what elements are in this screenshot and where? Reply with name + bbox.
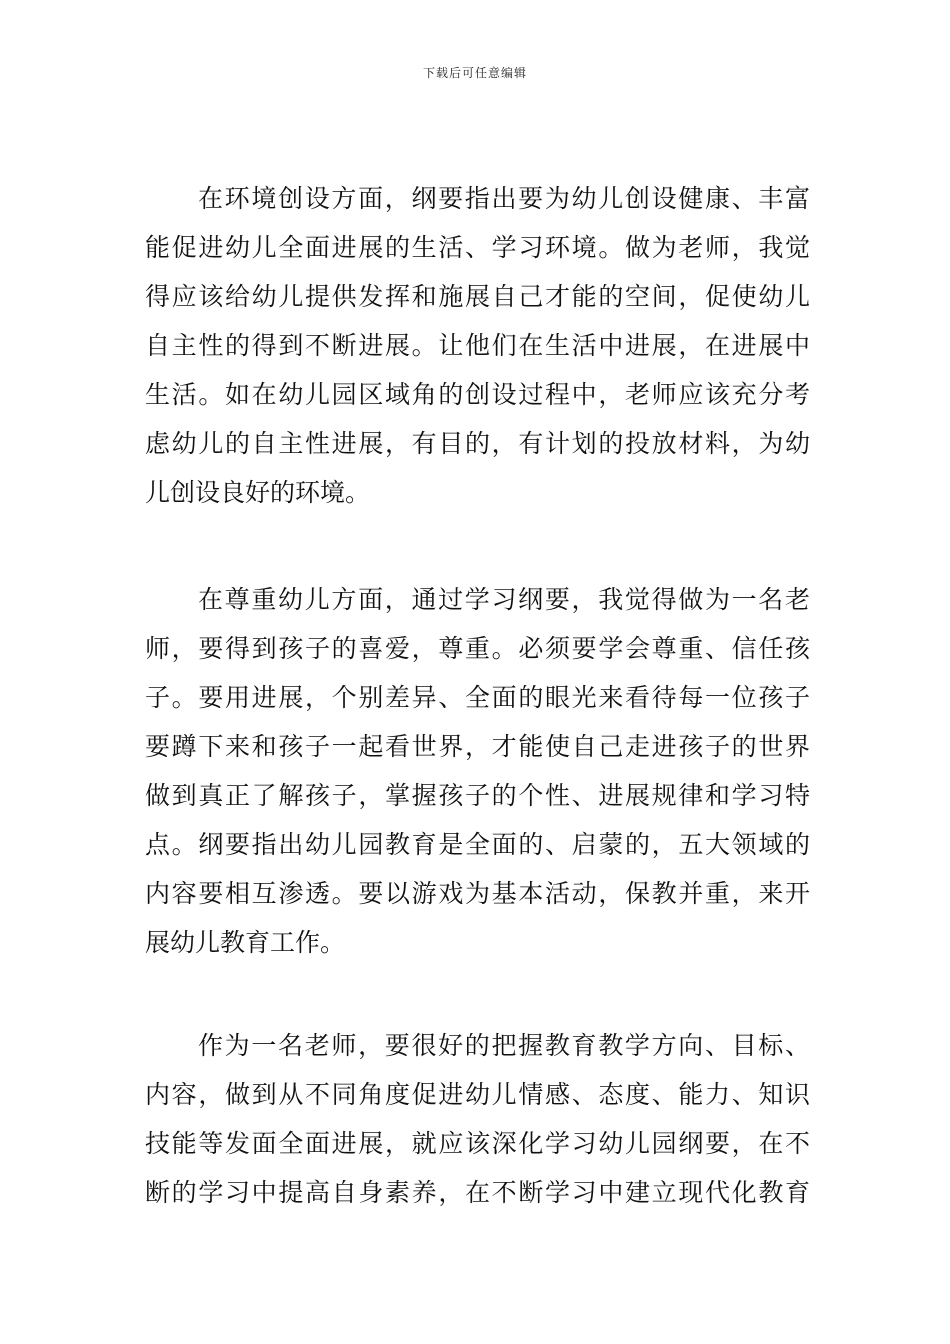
text-line: 断的学习中提高自身素养，在不断学习中建立现代化教育 xyxy=(145,1178,810,1207)
text-line: 做到真正了解孩子，掌握孩子的个性、进展规律和学习特 xyxy=(145,781,810,810)
text-line: 师，要得到孩子的喜爱，尊重。必须要学会尊重、信任孩 xyxy=(145,634,810,663)
text-line: 在环境创设方面，纲要指出要为幼儿创设健康、丰富 xyxy=(198,184,810,213)
text-line: 要蹲下来和孩子一起看世界，才能使自己走进孩子的世界 xyxy=(145,732,810,761)
text-line: 子。要用进展，个别差异、全面的眼光来看待每一位孩子 xyxy=(145,683,810,712)
text-line: 展幼儿教育工作。 xyxy=(145,928,346,957)
text-line: 内容要相互渗透。要以游戏为基本活动，保教并重，来开 xyxy=(145,879,810,908)
paragraph-teacher xyxy=(145,1021,810,1217)
paragraph-environment xyxy=(145,174,810,517)
text-line: 自主性的得到不断进展。让他们在生活中进展，在进展中 xyxy=(145,331,810,360)
page-header: 下载后可任意编辑 xyxy=(422,66,527,80)
text-line: 点。纲要指出幼儿园教育是全面的、启蒙的，五大领域的 xyxy=(145,830,810,859)
text-line: 作为一名老师，要很好的把握教育教学方向、目标、 xyxy=(198,1031,810,1060)
text-line: 虑幼儿的自主性进展，有目的，有计划的投放材料，为幼 xyxy=(145,429,810,458)
text-line: 生活。如在幼儿园区域角的创设过程中，老师应该充分考 xyxy=(145,380,810,409)
paragraph-respect xyxy=(145,575,810,967)
text-line: 得应该给幼儿提供发挥和施展自己才能的空间，促使幼儿 xyxy=(145,282,810,311)
text-line: 在尊重幼儿方面，通过学习纲要，我觉得做为一名老 xyxy=(198,585,810,614)
text-line: 能促进幼儿全面进展的生活、学习环境。做为老师，我觉 xyxy=(145,233,810,262)
text-line: 内容，做到从不同角度促进幼儿情感、态度、能力、知识 xyxy=(145,1080,810,1109)
text-line: 儿创设良好的环境。 xyxy=(145,478,371,507)
text-line: 技能等发面全面进展，就应该深化学习幼儿园纲要，在不 xyxy=(145,1129,810,1158)
